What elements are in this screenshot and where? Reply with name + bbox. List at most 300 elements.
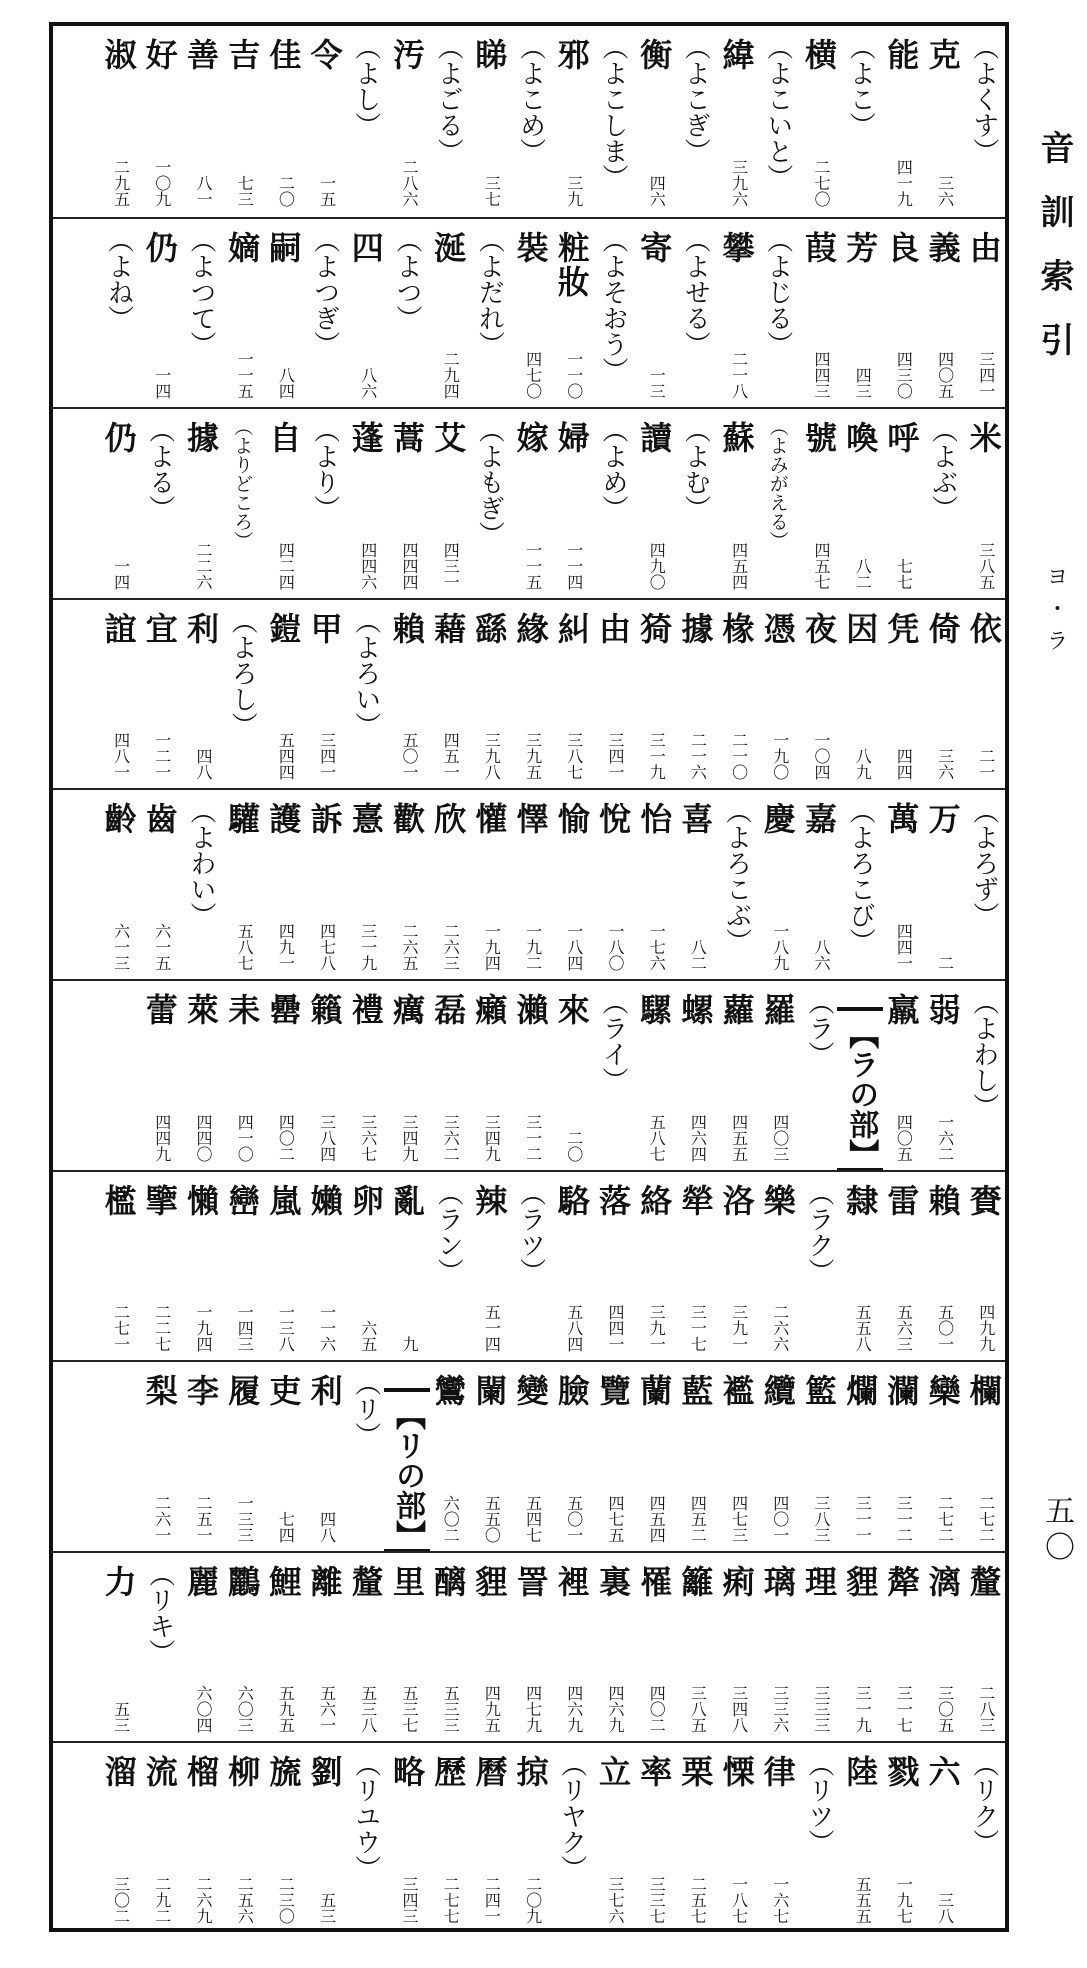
page-reference: 一七六 xyxy=(647,922,667,971)
page-reference: 四一九 xyxy=(894,158,914,207)
kanji-headword: 汚 xyxy=(388,38,426,72)
index-entry xyxy=(631,1743,677,1934)
page-reference: 三八 xyxy=(935,1891,955,1924)
index-entry xyxy=(796,1362,842,1553)
reading-heading xyxy=(302,219,348,410)
kanji-headword: 流 xyxy=(140,1755,179,1790)
kanji-headword: 麗 xyxy=(182,1564,220,1599)
kanji-headword: 仍 xyxy=(140,230,179,265)
kanji-headword: 睇 xyxy=(470,38,509,72)
reading-label: （よだれ） xyxy=(474,226,505,357)
kanji-headword: 訴 xyxy=(305,802,344,837)
index-entry xyxy=(920,219,966,410)
kanji-headword: 吏 xyxy=(264,1374,303,1409)
index-entry xyxy=(672,1553,718,1744)
index-entry xyxy=(260,219,306,410)
page-reference: 一八四 xyxy=(564,922,584,971)
reading-heading xyxy=(343,1743,389,1934)
index-entry xyxy=(219,790,265,981)
page-reference: 四六四 xyxy=(688,1113,708,1162)
kanji-headword: 六 xyxy=(923,1755,962,1790)
page-reference: 四六九 xyxy=(606,1685,625,1734)
index-entry xyxy=(714,1743,760,1934)
reading-label: （リ） xyxy=(350,1370,381,1449)
index-entry xyxy=(96,1743,142,1934)
page-reference: 一九四 xyxy=(194,1304,213,1353)
index-entry xyxy=(137,1743,183,1934)
kanji-headword: 罍 xyxy=(264,993,303,1027)
reading-label: （ラ） xyxy=(804,989,834,1067)
page-reference: 二一八 xyxy=(729,351,749,400)
page-reference: 二七〇 xyxy=(812,158,831,207)
kanji-headword: 宜 xyxy=(140,611,179,646)
index-entry xyxy=(343,790,389,981)
kanji-headword: 蘭 xyxy=(635,1374,674,1409)
index-entry xyxy=(714,219,760,410)
kanji-headword: 禮 xyxy=(346,993,385,1027)
kanji-headword: 覽 xyxy=(594,1374,632,1409)
reading-label: （よつて） xyxy=(186,226,216,357)
kanji-headword: 慶 xyxy=(758,802,797,837)
reading-label: （よぶ） xyxy=(927,417,958,522)
kanji-headword: 栗 xyxy=(676,1755,715,1790)
kanji-headword: 亂 xyxy=(388,1183,426,1218)
page-reference: 四〇五 xyxy=(935,351,955,400)
index-title: 音訓索引 xyxy=(1034,130,1074,386)
page-reference: 四五二 xyxy=(688,1494,708,1543)
index-entry xyxy=(302,981,348,1172)
kanji-headword: 辣 xyxy=(470,1183,509,1218)
kanji-headword: 椽 xyxy=(717,611,756,646)
kanji-headword: 卵 xyxy=(346,1183,385,1218)
index-entry xyxy=(466,1743,512,1934)
reading-label: （よろこぶ） xyxy=(721,798,752,955)
page-reference: 二三〇 xyxy=(276,1875,296,1924)
page-reference: 三八七 xyxy=(564,732,584,781)
kanji-headword: 邪 xyxy=(552,38,591,72)
reading-heading xyxy=(425,1172,471,1363)
index-entry xyxy=(837,1172,883,1363)
reading-label: （ラン） xyxy=(433,1179,464,1284)
index-entry xyxy=(178,1172,224,1363)
kanji-headword: 讀 xyxy=(635,421,674,456)
kanji-headword: 螺 xyxy=(676,993,715,1027)
reading-heading xyxy=(302,409,348,600)
index-band xyxy=(53,407,1005,600)
reading-label: （ラツ） xyxy=(515,1179,546,1284)
index-entry xyxy=(137,1362,183,1553)
reading-heading xyxy=(837,26,883,217)
kanji-headword: 磊 xyxy=(429,993,468,1027)
kanji-headword: 駱 xyxy=(552,1183,591,1218)
kanji-headword: 絡 xyxy=(635,1183,674,1218)
reading-heading xyxy=(425,26,471,217)
kanji-headword: 溜 xyxy=(99,1755,138,1790)
reading-label: （よこ） xyxy=(845,34,876,138)
index-entry xyxy=(755,1172,801,1363)
reading-heading xyxy=(178,219,224,410)
page-reference: 一四三 xyxy=(235,1304,255,1353)
kanji-headword: 罹 xyxy=(635,1564,674,1599)
index-entry xyxy=(219,1553,265,1744)
page-reference: 三一九 xyxy=(647,732,667,781)
page-reference: 五五〇 xyxy=(482,1494,502,1543)
index-entry xyxy=(631,1553,677,1744)
reading-label: （ライ） xyxy=(598,989,628,1093)
page-reference: 六一五 xyxy=(152,922,172,971)
kanji-headword: 梨 xyxy=(140,1374,179,1409)
index-entry xyxy=(302,790,348,981)
kanji-headword: 蕾 xyxy=(140,993,179,1027)
index-entry xyxy=(920,1743,966,1934)
reading-heading xyxy=(672,409,718,600)
page-reference: 三九八 xyxy=(482,732,502,781)
kanji-headword: 弱 xyxy=(923,993,962,1027)
index-entry xyxy=(714,981,760,1172)
index-entry xyxy=(178,1743,224,1934)
index-entry xyxy=(920,1362,966,1553)
page-reference: 五〇一 xyxy=(400,732,419,781)
kanji-headword: 力 xyxy=(99,1564,138,1599)
kanji-headword: 籃 xyxy=(800,1374,838,1409)
page-reference: 四四一 xyxy=(606,1304,625,1353)
page-reference: 三一二 xyxy=(894,1494,914,1543)
kanji-headword: 萊 xyxy=(182,993,220,1027)
page-reference: 一四 xyxy=(111,557,131,590)
page-reference: 二五六 xyxy=(235,1875,255,1924)
page-reference: 五〇一 xyxy=(935,1304,955,1353)
index-entry xyxy=(137,790,183,981)
page-reference: 一八九 xyxy=(770,922,790,971)
reading-heading xyxy=(549,1743,595,1934)
index-entry xyxy=(260,1553,306,1744)
kanji-headword: 夜 xyxy=(800,611,838,646)
page-reference: 一五 xyxy=(317,174,337,207)
index-entry xyxy=(549,1172,595,1363)
index-entry xyxy=(466,1553,512,1744)
kanji-headword: 纜 xyxy=(758,1374,797,1409)
kanji-headword: 良 xyxy=(882,230,921,265)
reading-heading xyxy=(672,26,718,217)
kanji-headword: 万 xyxy=(923,802,962,837)
kanji-headword: 犖 xyxy=(676,1183,715,1218)
page-reference: 二六六 xyxy=(770,1304,790,1353)
reading-label: （よわし） xyxy=(968,989,999,1119)
reading-label: （よる） xyxy=(144,417,175,522)
page-reference: 一二一 xyxy=(152,732,172,781)
page-reference: 二七二 xyxy=(935,1494,955,1543)
kanji-headword: 隸 xyxy=(841,1183,880,1218)
kanji-headword: 鎧 xyxy=(264,611,303,646)
page-reference: 四五四 xyxy=(647,1494,667,1543)
index-entry xyxy=(302,600,348,791)
page-reference: 二五一 xyxy=(194,1494,213,1543)
index-entry xyxy=(260,981,306,1172)
page-reference: 三四八 xyxy=(729,1685,749,1734)
index-entry xyxy=(96,600,142,791)
section-header xyxy=(384,1362,430,1553)
page-reference: 四三〇 xyxy=(894,351,914,400)
index-entry xyxy=(631,219,677,410)
index-entry xyxy=(672,1362,718,1553)
index-entry xyxy=(878,790,924,981)
kanji-headword: 率 xyxy=(635,1755,674,1790)
index-entry xyxy=(425,409,471,600)
page-reference: 四〇二 xyxy=(276,1113,296,1162)
kanji-headword: 淑 xyxy=(99,38,138,72)
page-reference: 五〇一 xyxy=(564,1494,584,1543)
reading-label: （よこぎ） xyxy=(680,34,711,164)
kanji-headword: 漓 xyxy=(923,1564,962,1599)
reading-heading xyxy=(672,219,718,410)
page-reference: 六〇二 xyxy=(441,1494,461,1543)
page-reference: 三六七 xyxy=(358,1113,378,1162)
page-reference: 二二七 xyxy=(152,1304,172,1353)
page-reference: 三四三 xyxy=(400,1875,419,1924)
section-header-label: 【リの部】 xyxy=(384,1388,430,1553)
kanji-headword: 據 xyxy=(676,611,715,646)
kanji-headword: 離 xyxy=(305,1564,344,1599)
kanji-headword: 鯉 xyxy=(264,1564,303,1599)
index-entry xyxy=(425,1743,471,1934)
index-entry xyxy=(590,1172,636,1363)
page-reference: 二一〇 xyxy=(729,732,749,781)
kanji-headword: 憑 xyxy=(758,611,797,646)
kanji-headword: 犛 xyxy=(882,1564,921,1599)
page-reference: 七七 xyxy=(894,557,914,590)
page-reference: 三九六 xyxy=(729,158,749,207)
kanji-headword: 懌 xyxy=(511,802,550,837)
page-reference: 三六 xyxy=(935,174,955,207)
index-entry xyxy=(920,600,966,791)
reading-heading xyxy=(508,26,554,217)
page-reference: 五五八 xyxy=(853,1304,873,1353)
reading-heading xyxy=(961,26,1007,217)
reading-heading xyxy=(96,219,142,410)
index-entry xyxy=(96,26,142,217)
page-reference: 三七 xyxy=(482,174,502,207)
kanji-headword: 憙 xyxy=(346,802,385,837)
reading-heading xyxy=(796,1743,842,1934)
reading-label: （リヤク） xyxy=(556,1751,587,1882)
page-reference: 三八五 xyxy=(976,541,996,590)
page-reference: 二〇 xyxy=(564,1129,584,1162)
index-entry xyxy=(961,219,1007,410)
kanji-headword: 籬 xyxy=(676,1564,715,1599)
index-entry xyxy=(714,600,760,791)
index-entry xyxy=(714,26,760,217)
reading-label: （よむ） xyxy=(680,417,711,522)
kanji-headword: 好 xyxy=(140,38,179,72)
reading-heading xyxy=(796,1172,842,1363)
reading-heading xyxy=(961,1743,1007,1934)
index-entry xyxy=(549,409,595,600)
reading-heading xyxy=(837,790,883,981)
page-reference: 四〇三 xyxy=(770,1113,790,1162)
kanji-headword: 緯 xyxy=(717,38,756,72)
page-reference: 四〇五 xyxy=(894,1113,914,1162)
reading-label: （ラク） xyxy=(804,1179,834,1284)
index-entry xyxy=(590,1743,636,1934)
reading-heading xyxy=(508,1172,554,1363)
index-entry xyxy=(508,981,554,1172)
index-entry xyxy=(425,600,471,791)
kanji-headword: 善 xyxy=(182,38,220,72)
page-reference: 四九一 xyxy=(276,922,296,971)
kanji-headword: 釐 xyxy=(964,1564,1003,1599)
reading-heading xyxy=(466,219,512,410)
page-reference: 四四 xyxy=(894,748,914,781)
kanji-headword: 糾 xyxy=(552,611,591,646)
page-reference: 二四一 xyxy=(482,1875,502,1924)
page-reference: 三七六 xyxy=(606,1875,625,1924)
page-reference: 一六七 xyxy=(770,1875,790,1924)
index-entry xyxy=(631,26,677,217)
kanji-headword: 繇 xyxy=(470,611,509,646)
reading-label: （より） xyxy=(309,417,340,522)
page-reference: 四九〇 xyxy=(647,541,667,590)
index-entry xyxy=(260,790,306,981)
page-reference: 三一二 xyxy=(523,1113,543,1162)
kanji-headword: 葭 xyxy=(800,230,838,265)
page-reference: 三六二 xyxy=(441,1113,461,1162)
index-entry xyxy=(219,1743,265,1934)
index-entry xyxy=(384,600,430,791)
index-entry xyxy=(796,409,842,600)
reading-heading xyxy=(219,409,265,600)
reading-label: （よくす） xyxy=(968,34,999,164)
page-reference: 四一〇 xyxy=(235,1113,255,1162)
index-entry xyxy=(920,1553,966,1744)
page-reference: 四六 xyxy=(647,174,667,207)
index-entry xyxy=(178,26,224,217)
kanji-headword: 貍 xyxy=(470,1564,509,1599)
index-entry xyxy=(260,1172,306,1363)
page-reference: 二五七 xyxy=(688,1875,708,1924)
index-entry xyxy=(466,26,512,217)
page-reference: 一九二 xyxy=(523,922,543,971)
index-entry xyxy=(96,1172,142,1363)
page-reference: 八一 xyxy=(194,174,213,207)
page-reference: 二九四 xyxy=(441,351,461,400)
page-reference: 一九〇 xyxy=(770,732,790,781)
page-reference: 一一四 xyxy=(564,541,584,590)
page-reference: 四七三 xyxy=(729,1494,749,1543)
kanji-headword: 李 xyxy=(182,1374,220,1409)
reading-label: （よごる） xyxy=(433,34,464,164)
page-reference: 一九七 xyxy=(894,1875,914,1924)
index-entry xyxy=(302,1743,348,1934)
index-entry xyxy=(672,790,718,981)
reading-heading xyxy=(343,600,389,791)
index-entry xyxy=(425,790,471,981)
page-reference: 三四一 xyxy=(976,351,996,400)
index-entry xyxy=(425,981,471,1172)
page-reference: 一一五 xyxy=(235,351,255,400)
reading-label: （リキ） xyxy=(144,1560,175,1665)
page-reference: 四七五 xyxy=(606,1494,625,1543)
kanji-headword: 癘 xyxy=(388,993,426,1027)
index-entry xyxy=(260,600,306,791)
page-reference: 四七八 xyxy=(317,922,337,971)
page-reference: 四〇二 xyxy=(647,1685,667,1734)
index-entry xyxy=(961,1553,1007,1744)
kanji-headword: 詈 xyxy=(511,1564,550,1599)
index-entry xyxy=(837,1362,883,1553)
index-entry xyxy=(714,1362,760,1553)
page-reference: 五九五 xyxy=(276,1685,296,1734)
page-reference: 一一五 xyxy=(523,541,543,590)
kanji-headword: 齒 xyxy=(140,802,179,837)
index-entry xyxy=(508,1743,554,1934)
page-reference: 三一七 xyxy=(688,1304,708,1353)
kanji-headword: 嵐 xyxy=(264,1183,303,1218)
kanji-headword: 慄 xyxy=(717,1755,756,1790)
kanji-headword: 略 xyxy=(388,1755,426,1790)
kanji-headword: 籟 xyxy=(305,993,344,1027)
page-reference: 五八七 xyxy=(647,1113,667,1162)
index-entry xyxy=(219,219,265,410)
index-entry xyxy=(137,600,183,791)
index-entry xyxy=(714,409,760,600)
index-entry xyxy=(755,981,801,1172)
index-entry xyxy=(302,1553,348,1744)
kanji-headword: 立 xyxy=(594,1755,632,1790)
page-reference: 二六九 xyxy=(194,1875,213,1924)
kanji-headword: 芳 xyxy=(841,230,880,265)
index-entry xyxy=(590,600,636,791)
page-reference: 五五五 xyxy=(853,1875,873,1924)
index-entry xyxy=(178,981,224,1172)
page-reference: 五八四 xyxy=(564,1304,584,1353)
reading-heading xyxy=(961,981,1007,1172)
kanji-headword: 欒 xyxy=(923,1374,962,1409)
index-entry xyxy=(878,219,924,410)
index-entry xyxy=(508,409,554,600)
kanji-headword: 檻 xyxy=(99,1183,138,1218)
index-band xyxy=(53,1741,1005,1934)
kanji-headword: 涎 xyxy=(429,230,468,265)
page-reference: 三九一 xyxy=(729,1304,749,1353)
kanji-headword: 據 xyxy=(182,421,220,456)
reading-heading xyxy=(755,409,801,600)
index-table xyxy=(49,22,1009,1932)
reading-heading xyxy=(590,219,636,410)
kanji-headword: 呼 xyxy=(882,421,921,456)
kanji-headword: 誼 xyxy=(99,611,138,646)
page-reference: 五四七 xyxy=(523,1494,543,1543)
reading-label: （よりどころ） xyxy=(231,417,254,551)
page-reference: 一四 xyxy=(152,367,172,400)
kanji-headword: 怡 xyxy=(635,802,674,837)
index-entry xyxy=(878,409,924,600)
kanji-headword: 掠 xyxy=(511,1755,550,1790)
kanji-headword: 依 xyxy=(964,611,1003,646)
reading-heading xyxy=(137,409,183,600)
page-reference: 七四 xyxy=(276,1510,296,1543)
kanji-headword: 衡 xyxy=(635,38,674,72)
index-entry xyxy=(961,600,1007,791)
kanji-headword: 喜 xyxy=(676,802,715,837)
page-reference: 一三三 xyxy=(235,1494,255,1543)
kanji-headword: 巒 xyxy=(223,1183,262,1218)
kanji-headword: 寄 xyxy=(635,230,674,265)
kanji-headword: 由 xyxy=(964,230,1003,265)
page-reference: 三八三 xyxy=(812,1494,831,1543)
kanji-headword: 履 xyxy=(223,1374,262,1409)
index-entry xyxy=(796,1553,842,1744)
page-reference: 八二 xyxy=(853,557,873,590)
